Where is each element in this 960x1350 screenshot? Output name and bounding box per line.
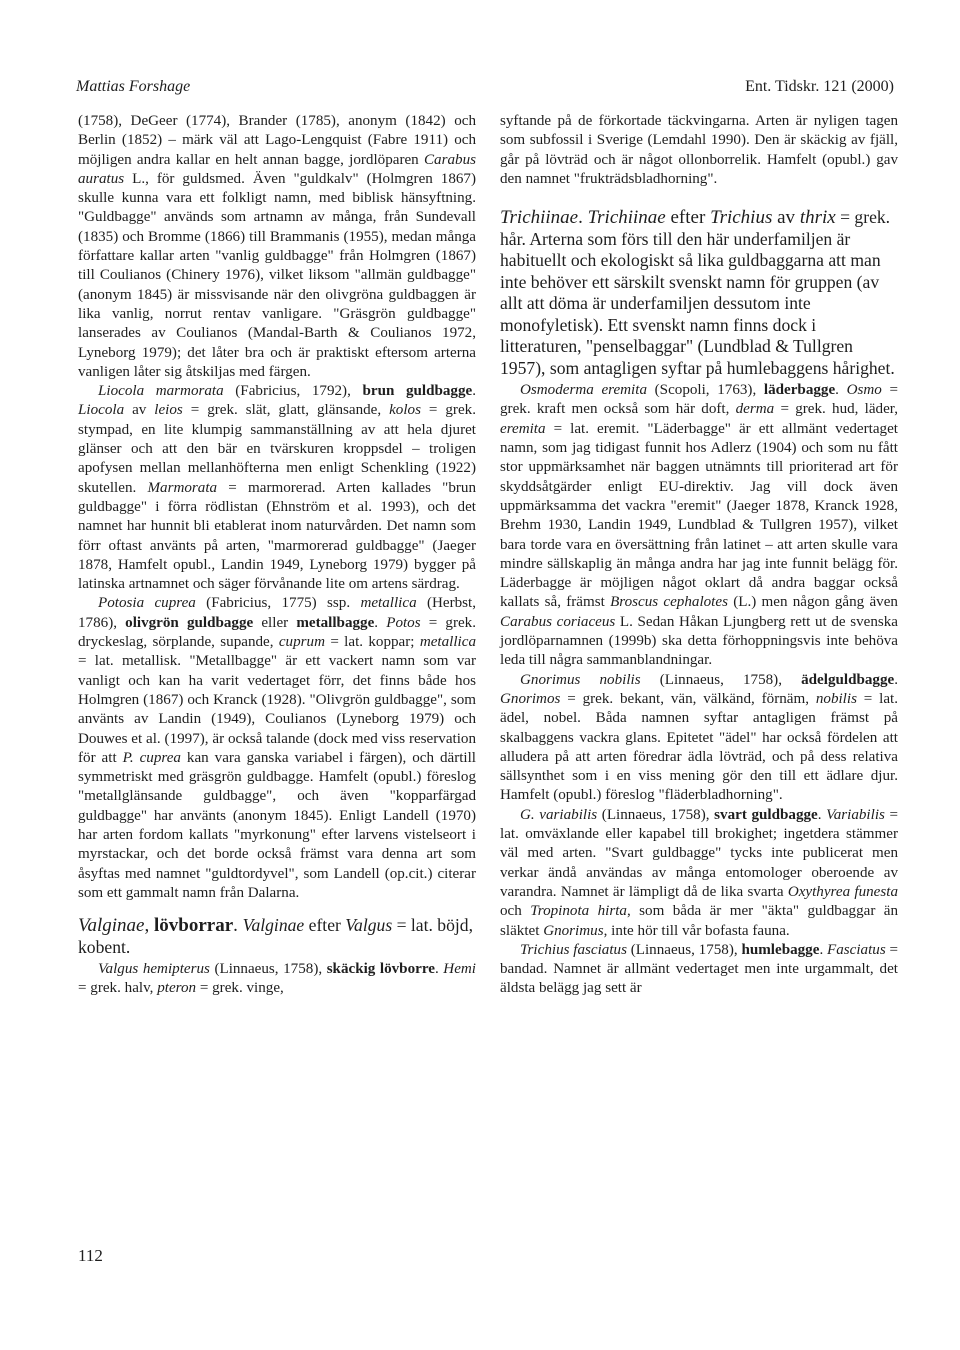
paragraph: syftande på de förkortade täckvingarna. Arten är nyligen tagen som subfossil i Sverige (Lemdahl 1990). Den är skäckig av fjäll, går på lövträd och är något ollonborrelik. Hamfelt (opubl.) gav den namnet "frukträdsbladhorning". [500,113,898,187]
section-heading-trichiinae: Trichiinae. Trichiinae efter Trichius av thrix = grek. hår. Arterna som förs till den här underfamiljen är habituellt och ekologiskt så lika guldbaggarna att man inte behöver ett särskilt svenskt namn för gruppen (av allt att döma är underfamiljen dessutom inte monofyletisk). Ett svenskt namn finns dock i litteraturen, "penselbaggar" (Lundblad & Tullgren 1957), som antagligen syftar på humlebaggens hårighet. [500,207,895,378]
running-header-author: Mattias Forshage [76,78,191,95]
section-heading-valginae: Valginae, lövborrar. Valginae efter Valgus = lat. böjd, kobent. [78,915,473,957]
left-column [78,112,476,999]
running-header-journal: Ent. Tidskr. 121 (2000) [745,78,894,95]
species-entry-gnorimus-variabilis: G. variabilis (Linnaeus, 1758), svart guldbagge. Variabilis = lat. omväxlande eller kapabel till brokighet; ingetdera stämmer väl med arten. "Svart guldbagge" tycks inte publicerat men verkar ändå användas av många entomologer oberoende av varandra. Namnet är lämpligt då de lika svarta Oxythyrea funesta och Tropinota hirta, som båda är mer "äkta" guldbaggar än släktet Gnorimus, inte hör till vår bofasta fauna. [500,806,899,939]
species-entry-valgus: Valgus hemipterus (Linnaeus, 1758), skäckig lövborre. Hemi = grek. halv, pteron = grek. vinge, [78,961,476,997]
species-entry-gnorimus-nobilis: Gnorimus nobilis (Linnaeus, 1758), ädelguldbagge. Gnorimos = grek. bekant, vän, välkänd, förnäm, nobilis = lat. ädel, nobel. Båda namnen syftar antagligen främst på skalbaggens vackra glans. Epitetet "ädel" har också fördelen att alludera på att arten föredrar ädla lövträd, och på dess relativa sällsynthet som i en viss mening gör den till ett ädlare djur. Hamfelt (opubl.) föreslog "fläderbladhorning". [500,671,898,804]
species-entry-potosia: Potosia cuprea (Fabricius, 1775) ssp. metallica (Herbst, 1786), olivgrön guldbagge eller metallbagge. Potos = grek. dryckeslag, sörplande, supande, cuprum = lat. koppar; metallica = lat. metallisk. "Metallbagge" är ett vackert namn som var vanligt och kan ha varit vedertaget förr, det finns både hos Holmgren (1867) och Kranck (1928). "Olivgrön guldbagge", som använts av Landin (1949), Coulianos (Lyneborg 1979) och Douwes et al. (1997), är också talande (dock med viss reservation för att P. cuprea kan vara ganska variabel i färgen), och därtill symmetriskt med gräsgrön guldbagge. Hamfelt (opubl.) föreslog "metallglänsande guldbagge", och även "kopparfärgad guldbagge" har använts (anonym 1845). Enligt Landell (1970) har arten fordom kallats "myrkonung" efter larvens vistelseort i myrstackar, och det borde också främst vara denna art som åsyftas med namnet "guldtordyvel", som Landell (op.cit.) citerar som ett gammalt namn från Dalarna. [78,595,477,901]
species-entry-osmoderma: Osmoderma eremita (Scopoli, 1763), läderbagge. Osmo = grek. kraft men också som här doft, derma = grek. hud, läder, eremita = lat. eremit. "Läderbagge" är ett allmänt vedertaget namn, som jag tidigast funnit hos Adlerz (1904) och som nu fått stor uppmärksamhet när baggen utnämnts till prioriterad art för skyddsåtgärder enligt EU-direktiv. Jag vill dock även uppmärksamma det vackra "eremit" (Jaeger 1878, Kranck 1928, Brehm 1930, Landin 1949, Lundblad & Tullgren 1957), vilket bara torde vara en översättning från latinet – att arten skulle vara mindre sällskaplig än många andra har jag inte funnit belägg för. Läderbagge är möjligen något oklart då andra baggar också kallats så, främst Broscus cephalotes (L.) men någon gång även Carabus coriaceus L. Sedan Håkan Ljungberg rett ut de svenska jordlöparnamnen (1999b) ska detta förhoppningsvis inte behöva leda till några sammanblandningar. [500,382,899,669]
species-entry-liocola: Liocola marmorata (Fabricius, 1792), brun guldbagge. Liocola av leios = grek. slät, glatt, glänsande, kolos = grek. stympad, en lite klumpig sammanställning av att hela djuret glänser och att den bär en tvärskuren kroppsdel – troligen apofysen mellan mellanhöfterna men enligt Schenkling (1922) skutellen. Marmorata = marmorerad. Arten kallades "brun guldbagge" i förra rödlistan (Ehnström et al. 1993), och det namnet har hunnit bli etablerat inom naturvården. Det namn som förr oftast använts på arten, "marmorerad guldbagge" (Jaeger 1878, Hamfelt opubl., Landin 1949, Lyneborg 1979) bygger på latinska artnamnet och säger förvånande lite om artens särdrag. [78,383,477,593]
right-column [500,112,898,999]
running-header [76,78,894,102]
paragraph: (1758), DeGeer (1774), Brander (1785), anonym (1842) och Berlin (1852) – märk väl att Lago-Lengquist (Fabre 1911) och möjligen andra kallar en helt annan bagge, jordlöparen Carabus auratus L., för guldsmed. Även "guldkalv" (Holmgren 1867) skulle kunna vara ett folkligt namn, med biblisk hänsyftning. "Guldbagge" används som artnamn av många, från Sundevall (1835) och Bromme (1866) till Brammanis (1955), medan många författare kallar arten "vanlig guldbagge" från Holmgren (1867) till Coulianos (Chinery 1976), vilket liksom "allmän guldbagge" (anonym 1845) är missvisande när den olivgröna guldbaggen är lika vanlig, norrut rentav vanligare. "Gräsgrön guldbagge" lanserades av Coulianos (Mandal-Barth & Coulianos 1972, Lyneborg 1979); det låter bra och är praktiskt eftersom arterna vanligen låter sig åtskiljas med färgen. [78,113,476,380]
page-number: 112 [78,1246,103,1265]
species-entry-trichius: Trichius fasciatus (Linnaeus, 1758), humlebagge. Fasciatus = bandad. Namnet är allmänt vedertaget men inte urgammalt, det äldsta belägg jag sett är [500,941,899,997]
